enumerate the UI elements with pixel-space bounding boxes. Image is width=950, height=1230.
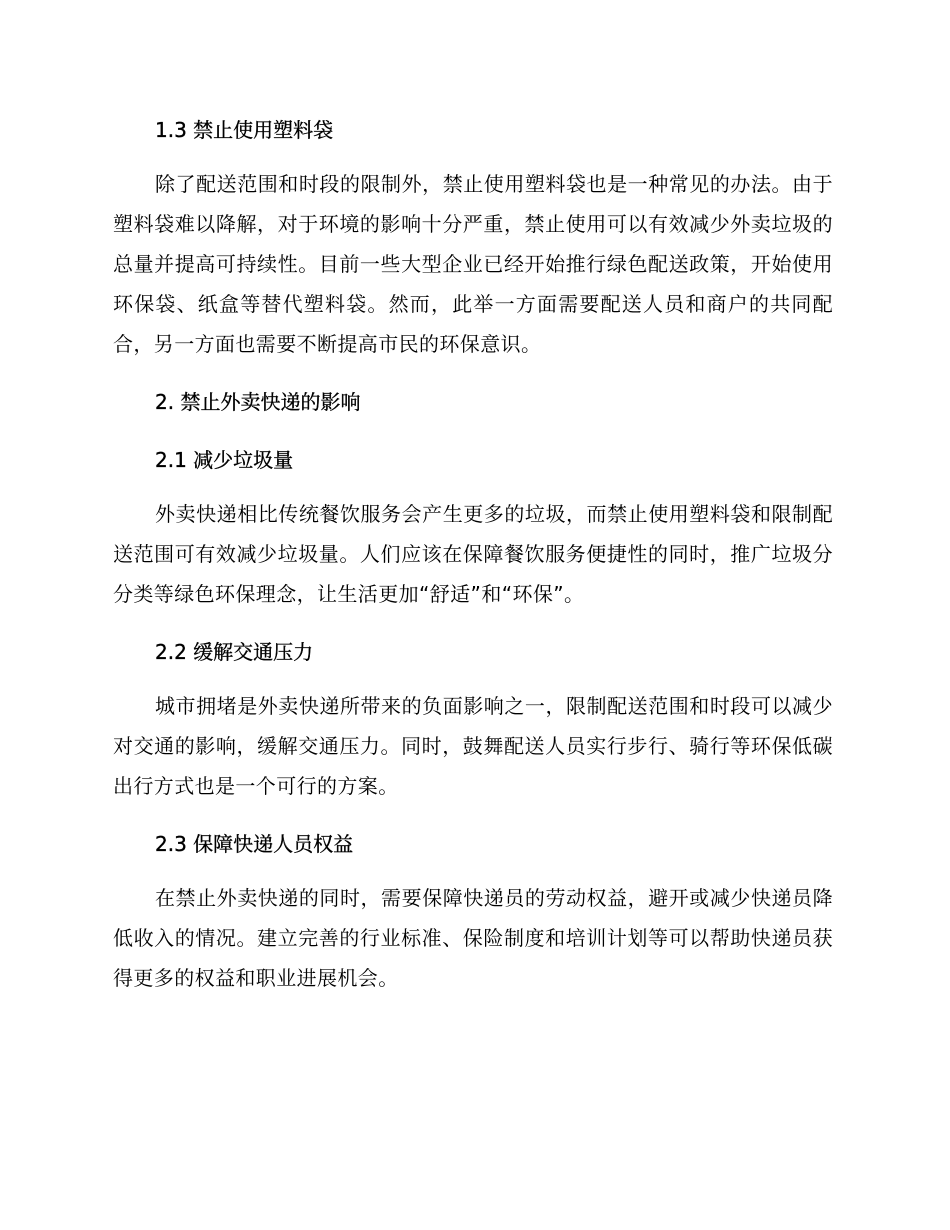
document-page — [113, 110, 833, 998]
section-heading-2-2: 2.2 缓解交通压力 — [155, 640, 314, 664]
section-paragraph-1-3: 除了配送范围和时段的限制外，禁止使用塑料袋也是一种常见的办法。由于塑料袋难以降解，对于环境的影响十分严重，禁止使用可以有效减少外卖垃圾的总量并提高可持续性。目前一些大型企业已经开始推行绿色配送政策，开始使用环保袋、纸盒等替代塑料袋。然而，此举一方面需要配送人员和商户的共同配合，另一方面也需要不断提高市民的环保意识。 — [113, 172, 833, 356]
section-paragraph-2-2: 城市拥堵是外卖快递所带来的负面影响之一，限制配送范围和时段可以减少对交通的影响，缓解交通压力。同时，鼓舞配送人员实行步行、骑行等环保低碳出行方式也是一个可行的方案。 — [113, 694, 833, 798]
section-heading-2-3: 2.3 保障快递人员权益 — [155, 832, 354, 856]
section-heading-1-3: 1.3 禁止使用塑料袋 — [155, 118, 334, 142]
section-paragraph-2-1: 外卖快递相比传统餐饮服务会产生更多的垃圾，而禁止使用塑料袋和限制配送范围可有效减少垃圾量。人们应该在保障餐饮服务便捷性的同时，推广垃圾分分类等绿色环保理念，让生活更加“舒适”和“环保”。 — [113, 502, 833, 606]
section-heading-2-1: 2.1 减少垃圾量 — [155, 448, 294, 472]
section-paragraph-2-3: 在禁止外卖快递的同时，需要保障快递员的劳动权益，避开或减少快递员降低收入的情况。建立完善的行业标准、保险制度和培训计划等可以帮助快递员获得更多的权益和职业进展机会。 — [113, 886, 833, 990]
section-heading-2: 2. 禁止外卖快递的影响 — [155, 390, 361, 414]
